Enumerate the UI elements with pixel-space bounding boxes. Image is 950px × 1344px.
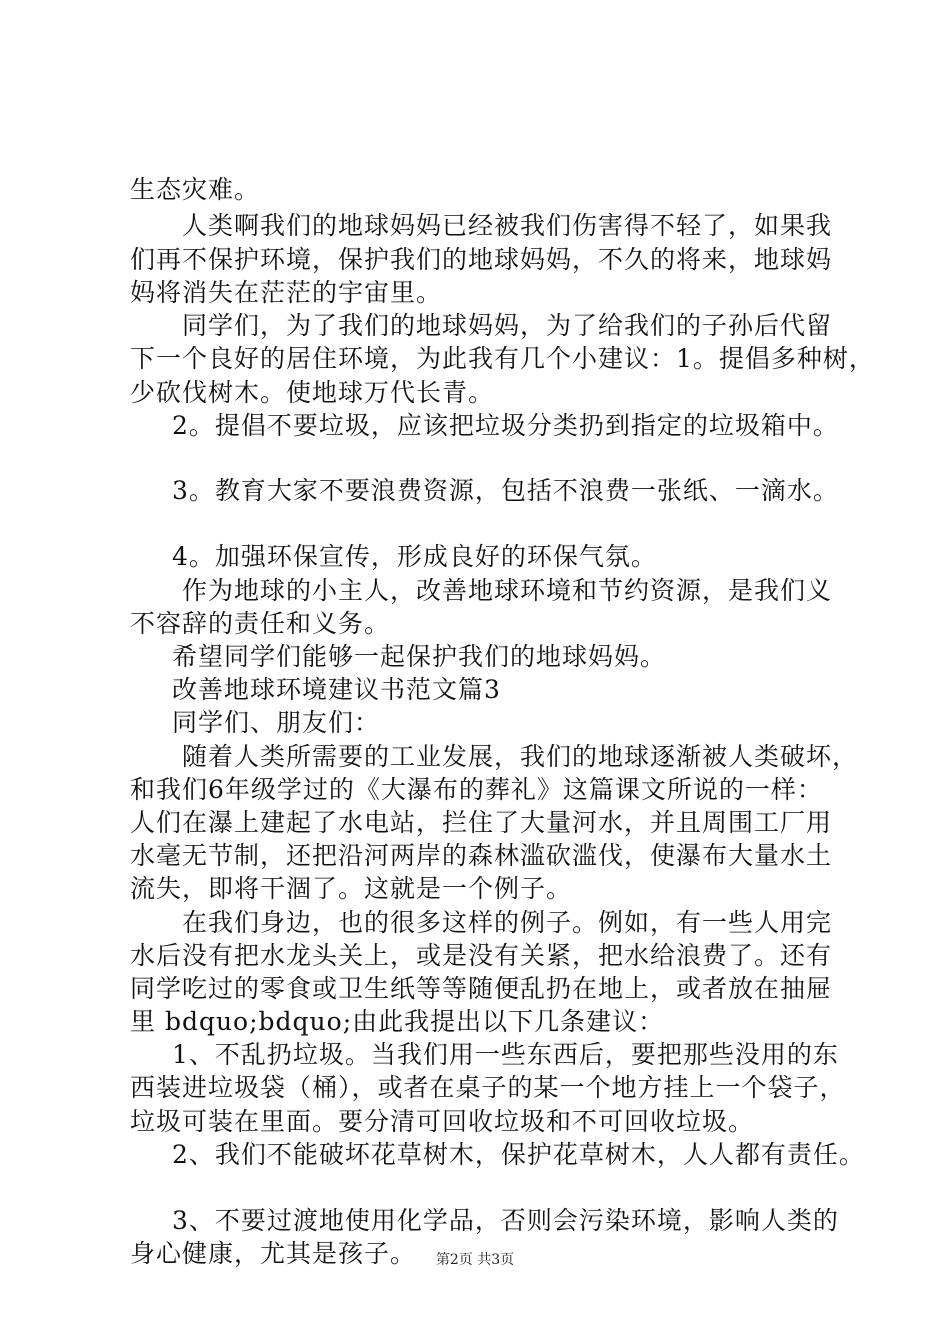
text-line: 2。提倡不要垃圾，应该把垃圾分类扔到指定的垃圾箱中。 bbox=[172, 411, 839, 440]
text-line: 同学们，为了我们的地球妈妈，为了给我们的子孙后代留 bbox=[182, 311, 833, 340]
text-line: 作为地球的小主人，改善地球环境和节约资源，是我们义 bbox=[182, 576, 833, 605]
text-line: 3。教育大家不要浪费资源，包括不浪费一张纸、一滴水。 bbox=[172, 476, 839, 505]
salutation: 同学们、朋友们： bbox=[172, 708, 381, 737]
text-line: 们再不保护环境，保护我们的地球妈妈，不久的将来，地球妈 bbox=[130, 245, 833, 274]
text-line: 流失，即将干涸了。这就是一个例子。 bbox=[130, 874, 573, 903]
text-line: 里 bdquo;bdquo;由此我提出以下几条建议： bbox=[130, 1007, 665, 1036]
text-line: 人类啊我们的地球妈妈已经被我们伤害得不轻了，如果我 bbox=[182, 211, 833, 240]
section-heading: 改善地球环境建议书范文篇3 bbox=[172, 675, 501, 704]
page-number-footer: 第2页 共3页 bbox=[435, 1252, 515, 1268]
text-line: 西装进垃圾袋（桶），或者在桌子的某一个地方挂上一个袋子， bbox=[130, 1073, 846, 1102]
text-line: 身心健康，尤其是孩子。 bbox=[130, 1239, 417, 1268]
text-line: 垃圾可装在里面。要分清可回收垃圾和不可回收垃圾。 bbox=[130, 1107, 755, 1136]
text-line: 希望同学们能够一起保护我们的地球妈妈。 bbox=[172, 642, 667, 671]
text-line: 妈将消失在茫茫的宇宙里。 bbox=[130, 278, 443, 307]
text-line: 少砍伐树木。使地球万代长青。 bbox=[130, 378, 495, 407]
text-line: 3、不要过渡地使用化学品，否则会污染环境，影响人类的 bbox=[172, 1206, 839, 1235]
text-line: 下一个良好的居住环境，为此我有几个小建议：1。提倡多种树， bbox=[130, 344, 875, 373]
text-line: 水毫无节制，还把沿河两岸的森林滥砍滥伐，使瀑布大量水土 bbox=[130, 841, 833, 870]
text-line: 在我们身边，也的很多这样的例子。例如，有一些人用完 bbox=[182, 908, 833, 937]
text-line: 同学吃过的零食或卫生纸等等随便乱扔在地上，或者放在抽屉 bbox=[130, 974, 833, 1003]
text-line: 人们在瀑上建起了水电站，拦住了大量河水，并且周围工厂用 bbox=[130, 808, 833, 837]
text-line: 水后没有把水龙头关上，或是没有关紧，把水给浪费了。还有 bbox=[130, 941, 833, 970]
text-line: 随着人类所需要的工业发展，我们的地球逐渐被人类破坏， bbox=[182, 742, 859, 771]
text-line: 4。加强环保宣传，形成良好的环保气氛。 bbox=[172, 542, 657, 571]
text-line: 生态灾难。 bbox=[130, 175, 261, 204]
text-line: 和我们6年级学过的《大瀑布的葬礼》这篇课文所说的一样： bbox=[130, 775, 823, 804]
text-line: 1、不乱扔垃圾。当我们用一些东西后，要把那些没用的东 bbox=[172, 1040, 839, 1069]
text-line: 不容辞的责任和义务。 bbox=[130, 609, 391, 638]
text-line: 2、我们不能破坏花草树木，保护花草树木，人人都有责任。 bbox=[172, 1140, 865, 1169]
